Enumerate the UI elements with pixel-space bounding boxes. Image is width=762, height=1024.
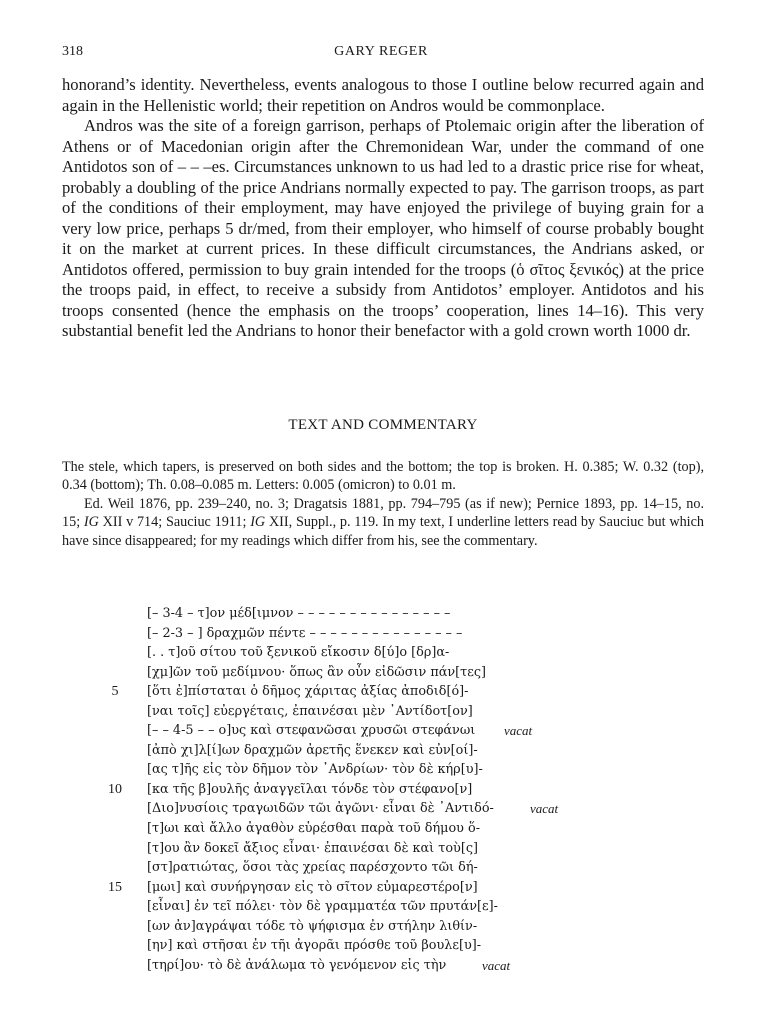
greek-text-line: [ναι τοῖς] εὐεργέταις, ἐπαινέσαι μὲν ᾿Αντίδοτ[ον]: [147, 703, 473, 719]
vacat-marker: vacat: [530, 801, 559, 817]
greek-text-line: [τ]ου ἂν δοκεῖ ἄξιος εἶναι· ἐπαινέσαι δὲ καὶ τοὺ[ς]: [147, 840, 478, 856]
inscription-line: [62, 702, 704, 722]
inscription-line: [62, 917, 704, 937]
body-paragraph: honorand’s identity. Nevertheless, events analogous to those I outline below recurred again and again in the Hellenistic world; their repetition on Andros would be commonplace.: [62, 75, 704, 115]
inscription-line: [62, 799, 704, 819]
vacat-marker: vacat: [482, 957, 511, 973]
section-heading: TEXT AND COMMENTARY: [288, 417, 478, 433]
vacat-marker: vacat: [504, 723, 533, 739]
page-number: 318: [62, 44, 83, 59]
greek-text-line: [χμ]ῶν τοῦ μεδίμνου· ὅπως ἂν οὖν εἰδῶσιν πάν[τες]: [147, 664, 487, 680]
edition-notes: [62, 458, 704, 550]
inscription-line: [62, 760, 704, 780]
greek-text-line: [– – 4-5 – – ο]υς καὶ στεφανῶσαι χρυσῶι στεφάνωι: [147, 723, 476, 739]
greek-text-line: [κα τῆς β]ουλῆς ἀναγγεῖλαι τόνδε τὸν στέφανο[ν]: [147, 781, 473, 797]
inscription-line: [62, 721, 704, 741]
greek-text-line: [ἀπὸ χι]λ[ί]ων δραχμῶν ἀρετῆς ἕνεκεν καὶ εὐν[οί]-: [147, 742, 478, 758]
greek-text-line: [ας τ]ῆς εἰς τὸν δῆμον τὸν ᾿Ανδρίων· τὸν δὲ κήρ[υ]-: [147, 762, 483, 778]
inscription-line: [62, 624, 704, 644]
running-title: GARY REGER: [334, 44, 428, 59]
inscription-line: [62, 663, 704, 683]
greek-text-line: [ων ἀν]αγράψαι τόδε τὸ ψήφισμα ἐν στήλην λιθίν-: [147, 918, 478, 934]
body-paragraph: Andros was the site of a foreign garrison, perhaps of Ptolemaic origin after the liberation of Athens or of Macedonian origin after the Chremonidean War, under the command of one Antidotos son of – – –es. Circumstances unknown to us had led to a drastic price rise for wheat, probably a doubling of the price Andrians normally expected to pay. The garrison troops, as part of the conditions of their employment, may have enjoyed the privilege of buying grain for a very low price, perhaps 5 dr/med, from their employer, who himself of course probably bought it on the market at current prices. In these difficult circumstances, the Andrians asked, or Antidotos offered, permission to buy grain intended for the troops (ὁ σῖτος ξενικός) at the price the troops paid, in effect, to receive a subsidy from Antidotos’ employer. Antidotos and his troops consented (hence the emphasis on the troops’ cooperation, lines 14–16). This very substantial benefit led the Andrians to honor their benefactor with a gold crown worth 1000 dr.: [62, 116, 704, 340]
greek-text-line: [ὅτι ἐ]πίσταται ὁ δῆμος χάριτας ἀξίας ἀποδιδ[ό]-: [147, 684, 469, 700]
greek-text-line: [εἶναι] ἐν τεῖ πόλει· τὸν δὲ γραμματέα τῶν πρυτάν[ε]-: [147, 899, 498, 915]
inscription-line: [62, 741, 704, 761]
greek-text-line: [στ]ρατιώτας, ὅσοι τὰς χρείας παρέσχοντο τῶι δή-: [147, 860, 478, 876]
ig-abbrev: IG: [250, 514, 266, 531]
inscription-line: [62, 897, 704, 917]
body-text: [62, 75, 704, 342]
inscription-line: [62, 780, 704, 800]
bibliography-text: XII v 714; Sauciuc 1911;: [102, 514, 247, 531]
line-number: 5: [111, 684, 119, 700]
greek-text-line: [– 3-4 – τ]ον μέδ[ιμνον – – – – – – – – – – – – – – –: [147, 606, 451, 621]
greek-text-line: [τηρί]ου· τὸ δὲ ἀνάλωμα τὸ γενόμενον εἰς τὴν: [147, 957, 447, 973]
line-number: 15: [108, 879, 122, 895]
line-number: 10: [108, 781, 122, 797]
greek-text-line: [μωι] καὶ συνήργησαν εἰς τὸ σῖτον εὐμαρεστέρο[ν]: [147, 879, 478, 895]
inscription-line: [62, 682, 704, 702]
stele-description: The stele, which tapers, is preserved on both sides and the bottom; the top is broken. H. 0.385; W. 0.32 (top), 0.34 (bottom); Th. 0.08–0.085 m. Letters: 0.005 (omicron) to 0.01 m.: [62, 459, 704, 494]
inscription-line: [62, 878, 704, 898]
inscription-line: [62, 936, 704, 956]
inscription-text: [62, 604, 704, 975]
ig-abbrev: IG: [83, 514, 99, 531]
inscription-line: [62, 604, 704, 624]
bibliography-text: Ed. Weil 1876, pp. 239–240, no. 3; Dragatsis 1881, pp. 794–795 (as if new); Pernice 1893, pp. 14–15, no. 15;: [62, 495, 704, 531]
inscription-line: [62, 643, 704, 663]
inscription-line: [62, 819, 704, 839]
inscription-line: [62, 839, 704, 859]
bibliography-note: [62, 495, 704, 550]
greek-text-line: [Διο]νυσίοις τραγωιδῶν τῶι ἀγῶνι· εἶναι δὲ ᾿Αντιδό-: [147, 801, 494, 817]
greek-text-line: [ην] καὶ στῆσαι ἐν τῆι ἀγορᾶι πρόσθε τοῦ βουλε[υ]-: [147, 938, 482, 954]
bibliography-text: XII, Suppl., p. 119. In my text, I underline letters read by Sauciuc but which have since disappeared; for my readings which differ from his, see the commentary.: [62, 514, 705, 549]
inscription-line: [62, 858, 704, 878]
greek-text-line: [– 2-3 – ] δραχμῶν πέντε – – – – – – – – – – – – – – –: [147, 625, 463, 641]
inscription-line: [62, 956, 704, 976]
running-head: [62, 44, 700, 64]
greek-text-line: [. . τ]οῦ σίτου τοῦ ξενικοῦ εἴκοσιν δ[ύ]ο [δρ]α-: [147, 645, 450, 661]
greek-text-line: [τ]ωι καὶ ἄλλο ἀγαθὸν εὑρέσθαι παρὰ τοῦ δήμου ὅ-: [147, 821, 481, 837]
